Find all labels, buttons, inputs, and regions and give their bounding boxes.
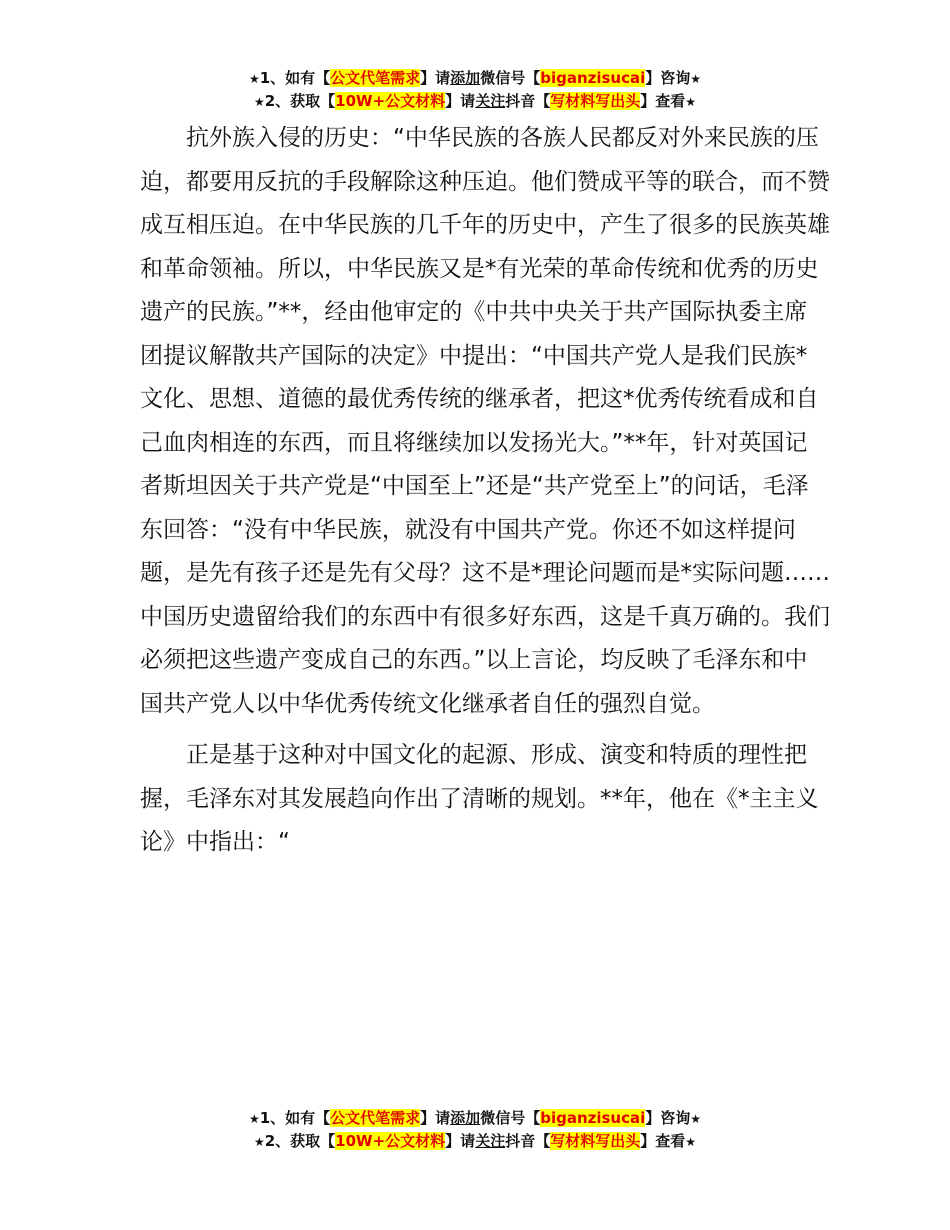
star-icon: ★ [248,72,260,86]
highlight-materials: 10W+公文材料 [335,92,446,110]
highlight-douyin-account: 写材料写出头 [550,1132,641,1150]
banner-text: 】请 [420,69,451,87]
banner-text: 抖音【 [505,92,551,110]
banner-text: 】请 [445,92,476,110]
banner-text: 】咨询 [645,1109,691,1127]
star-icon: ★ [690,72,702,86]
highlight-wechat-id: biganzisucai [540,1109,646,1127]
underlined-text: 关注 [475,1132,506,1150]
banner-text: 2、获取【 [264,92,336,110]
footer-banner [0,1107,950,1153]
header-banner [0,67,950,113]
banner-line-2 [0,90,950,113]
underlined-text: 添加 [450,1109,481,1127]
banner-text: 】查看 [640,1132,686,1150]
star-icon: ★ [685,1135,697,1149]
document-body [140,117,830,873]
highlight-materials: 10W+公文材料 [335,1132,446,1150]
highlight-wechat-id: biganzisucai [540,69,646,87]
banner-line-1 [0,67,950,90]
banner-text: 】咨询 [645,69,691,87]
paragraph-2: 正是基于这种对中国文化的起源、形成、演变和特质的理性把握，毛泽东对其发展趋向作出了清晰的规划。**年，他在《*主主义论》中指出：“ [140,742,819,855]
star-icon: ★ [253,95,265,109]
highlight-douyin-account: 写材料写出头 [550,92,641,110]
paragraph-1: 抗外族入侵的历史：“中华民族的各族人民都反对外来民族的压迫，都要用反抗的手段解除这种压迫。他们赞成平等的联合，而不赞成互相压迫。在中华民族的几千年的历史中，产生了很多的民族英雄和革命领袖。所以，中华民族又是*有光荣的革命传统和优秀的历史遗产的民族。”**，经由他审定的《中共中央关于共产国际执委主席团提议解散共产国际的决定》中提出：“中国共产党人是我们民族*文化、思想、道德的最优秀传统的继承者，把这*优秀传统看成和自己血肉相连的东西，而且将继续加以发扬光大。”**年，针对英国记者斯坦因关于共产党是“中国至上”还是“共产党至上”的问话，毛泽东回答：“没有中华民族，就没有中国共产党。你还不如这样提问题，是先有孩子还是先有父母？这不是*理论问题而是*实际问题……中国历史遗留给我们的东西中有很多好东西，这是千真万确的。我们必须把这些遗产变成自己的东西。”以上言论，均反映了毛泽东和中国共产党人以中华优秀传统文化继承者自任的强烈自觉。 [140,125,830,717]
star-icon: ★ [685,95,697,109]
underlined-text: 添加 [450,69,481,87]
star-icon: ★ [690,1112,702,1126]
banner-text: 】请 [445,1132,476,1150]
underlined-text: 关注 [475,92,506,110]
banner-line-2 [0,1130,950,1153]
highlight-service: 公文代笔需求 [330,69,421,87]
star-icon: ★ [253,1135,265,1149]
banner-text: 】请 [420,1109,451,1127]
banner-text: 】查看 [640,92,686,110]
banner-line-1 [0,1107,950,1130]
banner-text: 2、获取【 [264,1132,336,1150]
star-icon: ★ [248,1112,260,1126]
banner-text: 1、如有【 [259,69,331,87]
highlight-service: 公文代笔需求 [330,1109,421,1127]
banner-text: 微信号【 [480,1109,541,1127]
banner-text: 抖音【 [505,1132,551,1150]
banner-text: 微信号【 [480,69,541,87]
banner-text: 1、如有【 [259,1109,331,1127]
